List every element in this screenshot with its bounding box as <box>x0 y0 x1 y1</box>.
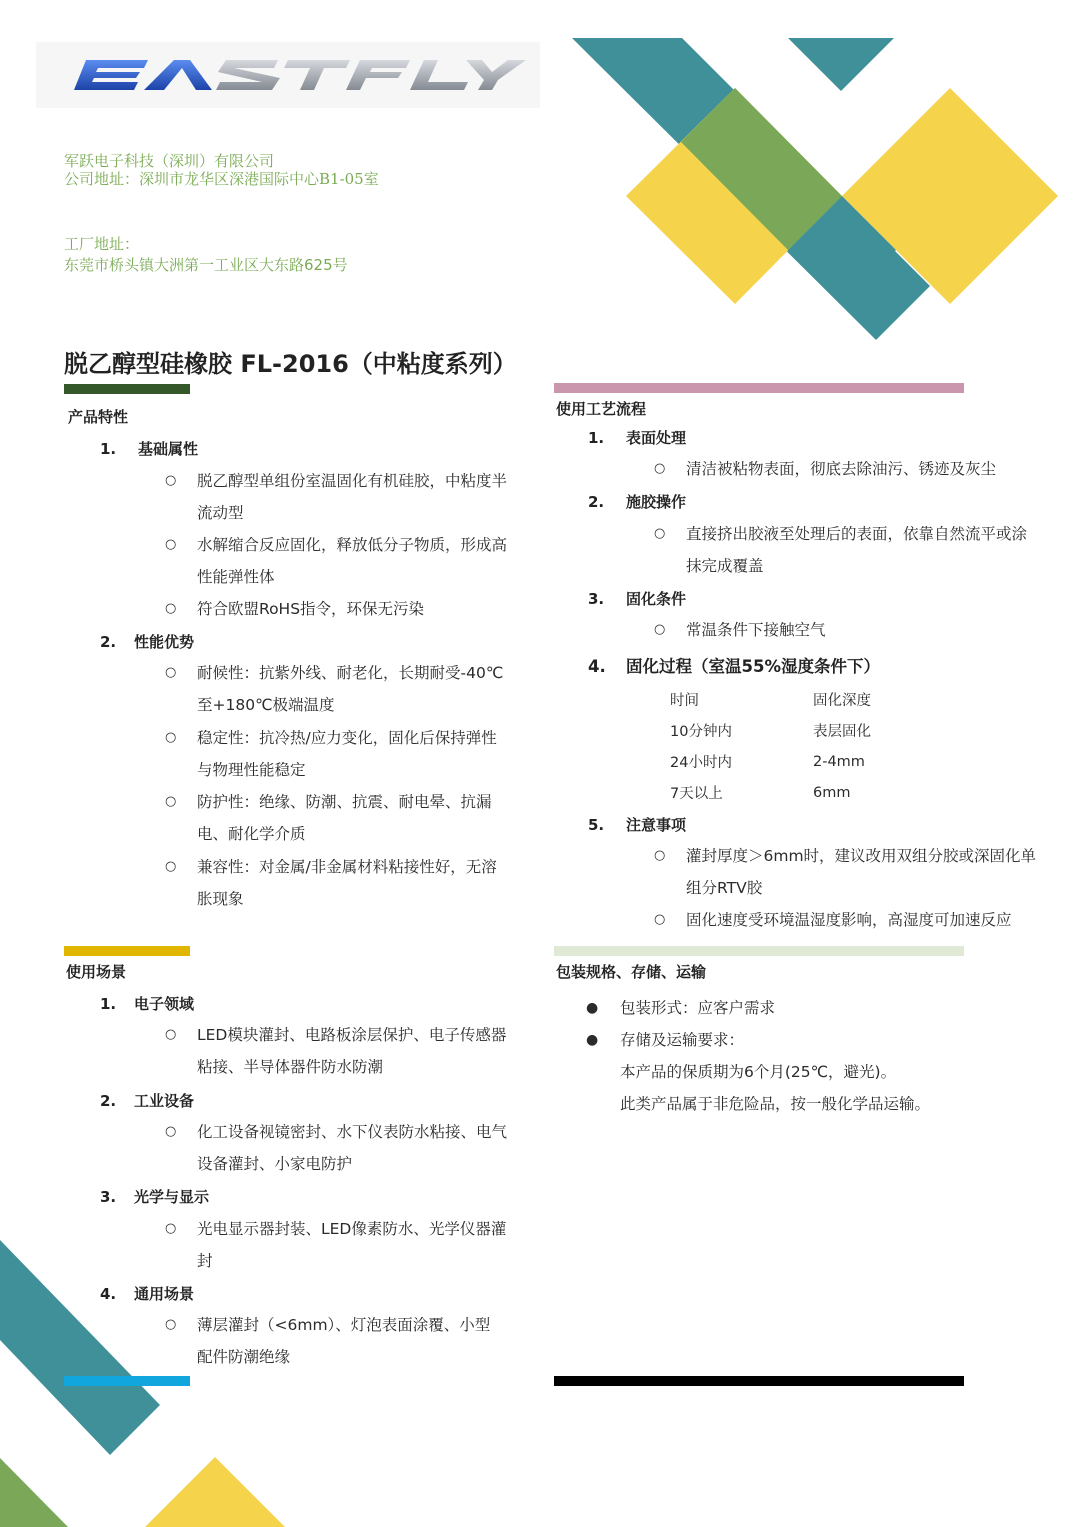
list-item: ○ 常温条件下接触空气 <box>654 621 826 639</box>
scenes-bottom-bar <box>64 1376 190 1386</box>
list-item: ○ 符合欧盟RoHS指令，环保无污染 <box>165 600 425 618</box>
list-item: ○ 灌封厚度＞6mm时，建议改用双组分胶或深固化单 组分RTV胶 <box>654 847 1037 897</box>
teal-triangle-shape <box>788 38 894 91</box>
table-row <box>670 715 871 746</box>
table-row <box>670 746 871 777</box>
scenes-item-1: 1. 电子领域 <box>100 995 195 1013</box>
process-item-4: 4. 固化过程（室温55%湿度条件下） <box>588 657 880 676</box>
features-item-1: 1. 基础属性 <box>100 440 199 458</box>
process-bar <box>554 383 964 393</box>
company-address: 公司地址：深圳市龙华区深港国际中心B1-05室 <box>64 170 379 188</box>
scenes-item-4: 4. 通用场景 <box>100 1285 195 1303</box>
company-info <box>64 152 379 188</box>
process-heading: 使用工艺流程 <box>556 400 647 418</box>
table-header-cell: 时间 <box>670 693 699 709</box>
list-item: ○ 耐候性：抗紫外线、耐老化，长期耐受-40℃ 至+180℃极端温度 <box>165 664 504 714</box>
features-item-2: 2. 性能优势 <box>100 633 195 651</box>
table-cell: 24小时内 <box>670 755 732 771</box>
list-item: ○ 清洁被粘物表面，彻底去除油污、锈迹及灰尘 <box>654 460 997 478</box>
process-item-2: 2. 施胶操作 <box>588 493 687 511</box>
list-item: ○ 光电显示器封装、LED像素防水、光学仪器灌 封 <box>165 1220 507 1270</box>
green-triangle-bottom-shape <box>0 1458 68 1527</box>
table-row <box>670 777 871 808</box>
list-item: ○ 防护性：绝缘、防潮、抗震、耐电晕、抗漏 电、耐化学介质 <box>165 793 492 843</box>
list-item: ○ 兼容性：对金属/非金属材料粘接性好，无溶 胀现象 <box>165 858 497 908</box>
packaging-note: 本产品的保质期为6个月(25℃，避光)。 <box>620 1063 897 1081</box>
packaging-heading: 包装规格、存储、运输 <box>556 963 707 981</box>
packaging-bar <box>554 946 964 956</box>
list-item: ○ 固化速度受环境温湿度影响，高湿度可加速反应 <box>654 911 1012 929</box>
eastfly-logo <box>36 42 540 108</box>
scenes-item-2: 2. 工业设备 <box>100 1092 195 1110</box>
factory-label: 工厂地址： <box>64 235 140 253</box>
scenes-heading: 使用场景 <box>66 963 127 981</box>
table-cell: 10分钟内 <box>670 724 732 740</box>
list-item: ○ 稳定性：抗冷热/应力变化，固化后保持弹性 与物理性能稳定 <box>165 729 497 779</box>
table-cell: 表层固化 <box>813 724 871 740</box>
packaging-note: 此类产品属于非危险品，按一般化学品运输。 <box>620 1095 931 1113</box>
packaging-bullet: ● 包装形式：应客户需求 <box>586 999 776 1017</box>
table-cell: 6mm <box>813 784 851 801</box>
teal-band-bottom-shape <box>0 1240 160 1455</box>
table-header-row <box>670 684 871 715</box>
cure-table <box>670 684 871 808</box>
features-heading: 产品特性 <box>68 408 129 426</box>
table-header-cell: 固化深度 <box>813 693 871 709</box>
list-item: ○ LED模块灌封、电路板涂层保护、电子传感器 粘接、半导体器件防水防潮 <box>165 1026 507 1076</box>
page-title: 脱乙醇型硅橡胶 FL-2016（中粘度系列） <box>64 350 517 378</box>
list-item: ○ 化工设备视镜密封、水下仪表防水粘接、电气 设备灌封、小家电防护 <box>165 1123 508 1173</box>
table-cell: 7天以上 <box>670 786 723 802</box>
list-item: ○ 水解缩合反应固化，释放低分子物质，形成高 性能弹性体 <box>165 536 508 586</box>
scenes-item-3: 3. 光学与显示 <box>100 1188 210 1206</box>
packaging-bullet: ● 存储及运输要求： <box>586 1031 745 1049</box>
yellow-triangle-bottom-shape <box>145 1457 285 1527</box>
process-item-5: 5. 注意事项 <box>588 816 687 834</box>
factory-address: 东莞市桥头镇大洲第一工业区大东路625号 <box>64 256 348 274</box>
list-item: ○ 直接挤出胶液至处理后的表面，依靠自然流平或涂 抹完成覆盖 <box>654 525 1028 575</box>
process-item-1: 1. 表面处理 <box>588 429 687 447</box>
features-bar <box>64 384 190 394</box>
table-cell: 2-4mm <box>813 753 865 770</box>
packaging-bottom-bar <box>554 1376 964 1386</box>
list-item: ○ 薄层灌封（<6mm）、灯泡表面涂覆、小型 配件防潮绝缘 <box>165 1316 491 1366</box>
scenes-bar <box>64 946 190 956</box>
process-item-3: 3. 固化条件 <box>588 590 687 608</box>
company-name: 军跃电子科技（深圳）有限公司 <box>64 152 275 170</box>
list-item: ○ 脱乙醇型单组份室温固化有机硅胶，中粘度半 流动型 <box>165 472 508 522</box>
factory-info <box>64 234 348 276</box>
